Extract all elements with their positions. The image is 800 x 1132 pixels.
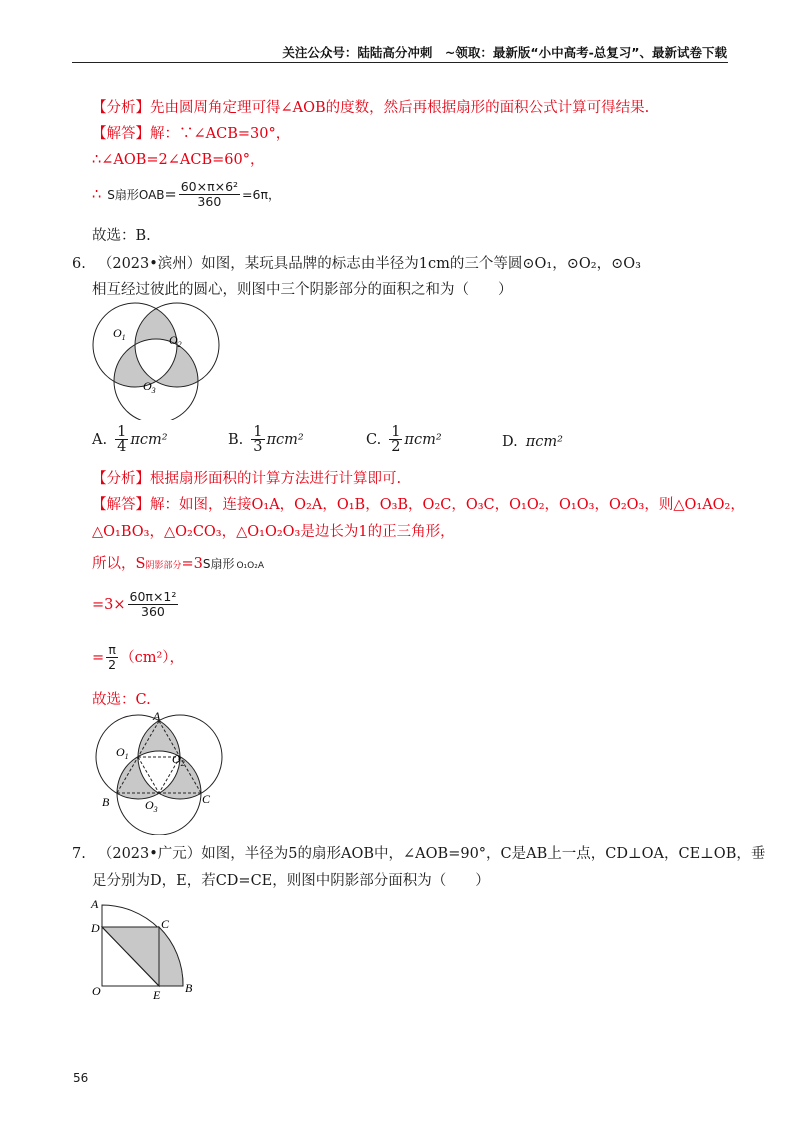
label-o: O: [92, 984, 101, 998]
label-o3: $O_3$: [143, 379, 156, 395]
question-number: 6.: [72, 256, 86, 272]
header-divider: [72, 62, 728, 63]
analysis-tag: 【分析】: [92, 471, 150, 487]
denominator: 3: [253, 439, 263, 455]
label-c: C: [202, 792, 211, 806]
option-unit: πcm²: [266, 431, 304, 448]
formula-result: =6π，: [242, 186, 281, 202]
answer-tag: 【解答】: [92, 126, 150, 142]
fraction-denominator: 360: [197, 194, 222, 209]
label-c: C: [161, 917, 170, 931]
denominator: 2: [108, 657, 117, 672]
q6-solution-figure: [90, 710, 230, 835]
option-unit: πcm²: [525, 434, 563, 450]
numerator: π: [108, 642, 116, 657]
q6-answer-line2: △O₁BO₃，△O₂CO₃，△O₁O₂O₃是边长为1的正三角形，: [92, 524, 455, 540]
analysis-text: 根据扇形面积的计算方法进行计算即可.: [150, 471, 402, 487]
step-prefix: =: [92, 649, 105, 666]
question-number: 7.: [72, 846, 86, 862]
label-o2: $O_2$: [169, 333, 182, 349]
equals-three: =3: [181, 556, 203, 572]
option-fraction: [115, 425, 128, 454]
step-suffix: （cm²），: [120, 649, 185, 666]
denominator: 4: [117, 439, 127, 455]
sector-label: S扇形OAB: [107, 187, 165, 202]
q6-step3: [92, 643, 184, 672]
label-o3: $O_3$: [145, 798, 158, 814]
denominator: 360: [141, 604, 165, 619]
option-letter: A.: [92, 431, 108, 448]
label-a: A: [91, 897, 99, 911]
label-o1: $O_1$: [113, 326, 126, 342]
sector-fraction: [179, 180, 240, 209]
shaded-area-prefix: 所以，S: [92, 556, 146, 572]
shaded-area-subscript: 阴影部分: [145, 561, 182, 571]
denominator: 2: [391, 439, 401, 455]
answer-text: 解：如图，连接O₁A，O₂A，O₁B，O₃B，O₂C，O₃C，O₁O₂，O₁O₃，O₂O₃，则△O₁AO₂，: [150, 497, 745, 513]
answer-tag: 【解答】: [92, 497, 150, 513]
option-unit: πcm²: [404, 431, 442, 448]
option-letter: C.: [366, 431, 382, 448]
option-letter: D.: [502, 434, 518, 450]
q7-stem-line1: [72, 844, 765, 864]
answer-text: 解：∵∠ACB=30°，: [150, 126, 291, 142]
step-fraction: [128, 590, 179, 619]
q6-answer-line3: [92, 554, 264, 576]
q6-stem-line2: 相互经过彼此的圆心，则图中三个阴影部分的面积之和为（ ）: [92, 282, 513, 298]
page-header: 关注公众号：陆陆高分冲刺 ~领取：最新版“小中高考-总复习”、最新试卷下载: [282, 45, 727, 60]
label-b: B: [185, 981, 193, 995]
numerator: 60π×1²: [129, 589, 177, 604]
label-o2: $O_2$: [172, 752, 185, 768]
option-c[interactable]: [366, 425, 442, 454]
q6-choice: 故选：C.: [92, 692, 151, 708]
option-b[interactable]: [228, 425, 304, 454]
option-letter: B.: [228, 431, 244, 448]
equals-sign: =: [164, 186, 177, 203]
q5-answer-line2: ∴∠AOB=2∠ACB=60°，: [92, 152, 265, 168]
sector-symbol: S扇形: [202, 557, 235, 571]
therefore-symbol: ∴: [92, 186, 102, 203]
q6-three-circles-figure: [85, 300, 225, 420]
option-d[interactable]: [502, 432, 563, 452]
label-b: B: [102, 795, 110, 809]
q7-sector-figure: [88, 892, 208, 1004]
q5-area-formula: [92, 180, 280, 209]
q5-choice: 故选：B.: [92, 228, 151, 244]
page-number: 56: [73, 1071, 89, 1085]
option-a[interactable]: [92, 425, 168, 454]
label-a: A: [153, 710, 161, 723]
step-fraction: [106, 643, 118, 672]
analysis-text: 先由圆周角定理可得∠AOB的度数，然后再根据扇形的面积公式计算可得结果.: [150, 100, 650, 116]
step-prefix: =3×: [92, 596, 126, 613]
option-fraction: [389, 425, 402, 454]
label-e: E: [153, 988, 161, 1002]
label-o1: $O_1$: [116, 745, 129, 761]
shaded-arc-region: [159, 927, 183, 986]
analysis-tag: 【分析】: [92, 100, 150, 116]
q7-stem-line2: 足分别为D，E，若CD=CE，则图中阴影部分面积为（ ）: [92, 873, 490, 889]
fraction-numerator: 60×π×6²: [180, 179, 239, 194]
q6-stem-line1: [72, 254, 641, 274]
q6-answer-line1: [92, 495, 745, 515]
numerator: 1: [253, 424, 263, 440]
numerator: 1: [391, 424, 401, 440]
q5-answer-line1: [92, 124, 290, 144]
sector-subscript: O₁O₂A: [236, 561, 264, 571]
q6-analysis: [92, 469, 401, 489]
option-unit: πcm²: [130, 431, 168, 448]
label-d: D: [91, 921, 100, 935]
q6-step2: [92, 590, 180, 619]
question-text: （2023•滨州）如图，某玩具品牌的标志由半径为1cm的三个等圆⊙O₁，⊙O₂，⊙O₃: [97, 256, 641, 272]
option-fraction: [251, 425, 264, 454]
q5-analysis: [92, 98, 649, 118]
question-text: （2023•广元）如图，半径为5的扇形AOB中，∠AOB=90°，C是AB上一点，CD⊥OA，CE⊥OB，垂: [97, 846, 766, 862]
numerator: 1: [117, 424, 127, 440]
